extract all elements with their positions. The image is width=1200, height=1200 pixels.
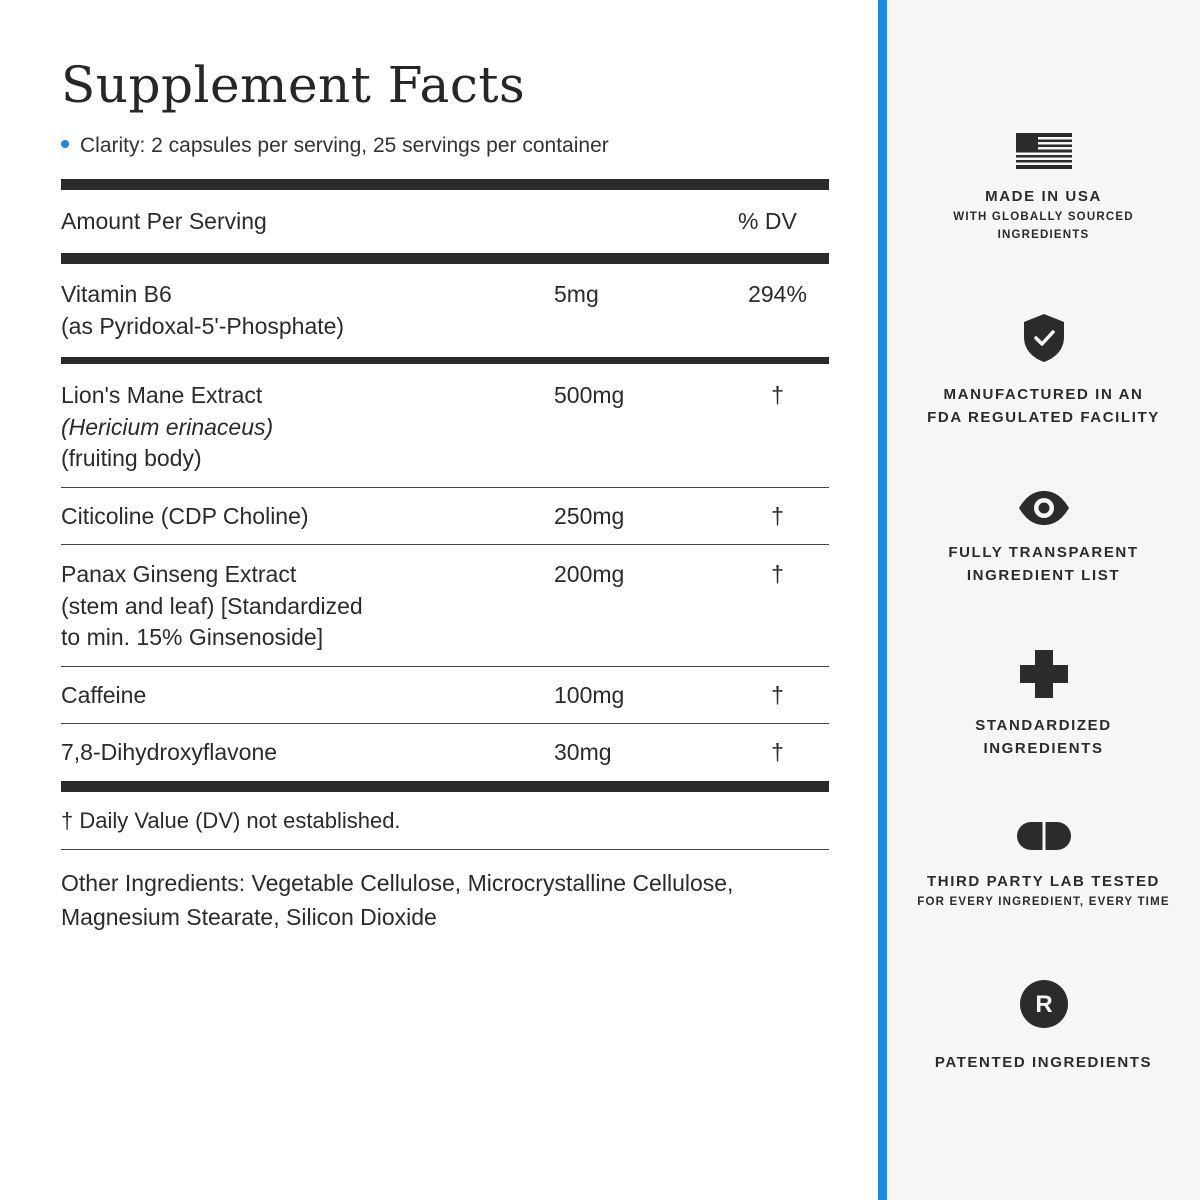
ingredient-dv: † xyxy=(771,682,784,708)
serving-info xyxy=(61,134,609,158)
badge-title: MADE IN USA xyxy=(985,188,1102,205)
ingredient-amount: 5mg xyxy=(554,281,599,307)
eye-icon xyxy=(1017,489,1071,527)
svg-text:R: R xyxy=(1034,991,1053,1018)
ingredient-name xyxy=(61,501,521,533)
ingredient-name xyxy=(61,380,521,475)
accent-stripe xyxy=(878,0,887,1200)
badge-patented xyxy=(887,980,1200,1074)
ingredient-line: Citicoline (CDP Choline) xyxy=(61,503,309,529)
divider-thick xyxy=(61,781,829,792)
badge-subtitle: INGREDIENTS xyxy=(997,229,1090,241)
plus-icon xyxy=(1020,650,1068,698)
badge-title: FULLY TRANSPARENT xyxy=(948,544,1139,561)
badges-panel xyxy=(878,0,1200,1200)
ingredient-dv: † xyxy=(771,739,784,765)
ingredient-amount: 100mg xyxy=(554,682,625,708)
badge-title: INGREDIENT LIST xyxy=(966,567,1121,584)
ingredient-line: (fruiting body) xyxy=(61,445,202,471)
shield-check-icon xyxy=(1022,313,1066,363)
badge-transparent xyxy=(887,489,1200,587)
header-dv: % DV xyxy=(738,208,797,234)
divider-thin xyxy=(61,487,829,488)
dv-footnote: † Daily Value (DV) not established. xyxy=(61,808,401,833)
divider-thin xyxy=(61,723,829,724)
badge-subtitle: FOR EVERY INGREDIENT, EVERY TIME xyxy=(917,896,1170,908)
ingredient-latin-name: (Hericium erinaceus) xyxy=(61,413,274,440)
ingredient-line: (as Pyridoxal-5'-Phosphate) xyxy=(61,312,345,339)
badge-title: THIRD PARTY LAB TESTED xyxy=(927,873,1160,890)
ingredient-dv: † xyxy=(771,503,784,529)
badge-title: STANDARDIZED xyxy=(975,717,1112,734)
ingredient-line: Lion's Mane Extract xyxy=(61,382,263,408)
badge-subtitle: WITH GLOBALLY SOURCED xyxy=(953,211,1134,223)
badge-title: INGREDIENTS xyxy=(983,740,1104,757)
ingredient-name xyxy=(61,279,521,342)
ingredient-name xyxy=(61,559,521,654)
ingredient-line: to min. 15% Ginsenoside] xyxy=(61,624,324,650)
divider-thick xyxy=(61,253,829,264)
ingredient-dv: 294% xyxy=(748,281,807,307)
ingredient-line: 7,8-Dihydroxyflavone xyxy=(61,739,278,765)
ingredient-amount: 250mg xyxy=(554,503,625,529)
badge-standardized xyxy=(887,650,1200,760)
divider-thick xyxy=(61,179,829,190)
ingredient-amount: 200mg xyxy=(554,561,625,587)
header-amount-per-serving: Amount Per Serving xyxy=(61,208,267,234)
ingredient-line: Vitamin B6 xyxy=(61,281,172,307)
ingredient-name xyxy=(61,737,521,769)
ingredient-name xyxy=(61,680,521,712)
badge-title: PATENTED INGREDIENTS xyxy=(934,1054,1153,1071)
ingredient-line: Caffeine xyxy=(61,682,147,708)
serving-info-text: Clarity: 2 capsules per serving, 25 servings per container xyxy=(80,134,609,157)
bullet-dot xyxy=(61,140,69,148)
divider-thin xyxy=(61,849,829,850)
badge-lab-tested xyxy=(887,822,1200,911)
other-ingredients: Other Ingredients: Vegetable Cellulose, Microcrystalline Cellulose, Magnesium Stearate, Silicon Dioxide xyxy=(61,870,734,930)
divider-thin xyxy=(61,544,829,545)
ingredient-dv: † xyxy=(771,561,784,587)
page-title: Supplement Facts xyxy=(61,56,526,114)
ingredient-dv: † xyxy=(771,382,784,408)
badge-title: FDA REGULATED FACILITY xyxy=(927,409,1160,426)
usa-flag-icon xyxy=(1016,133,1072,169)
registered-icon xyxy=(1020,980,1068,1028)
ingredient-amount: 30mg xyxy=(554,739,612,765)
capsule-icon xyxy=(1017,822,1071,850)
divider-thin xyxy=(61,666,829,667)
ingredient-line: (stem and leaf) [Standardized xyxy=(61,592,363,619)
ingredient-amount: 500mg xyxy=(554,382,625,408)
badge-made-in-usa xyxy=(887,133,1200,244)
divider-medium xyxy=(61,357,829,364)
badge-fda-facility xyxy=(887,313,1200,429)
badge-title: MANUFACTURED IN AN xyxy=(943,386,1144,403)
ingredient-line: Panax Ginseng Extract xyxy=(61,561,297,587)
